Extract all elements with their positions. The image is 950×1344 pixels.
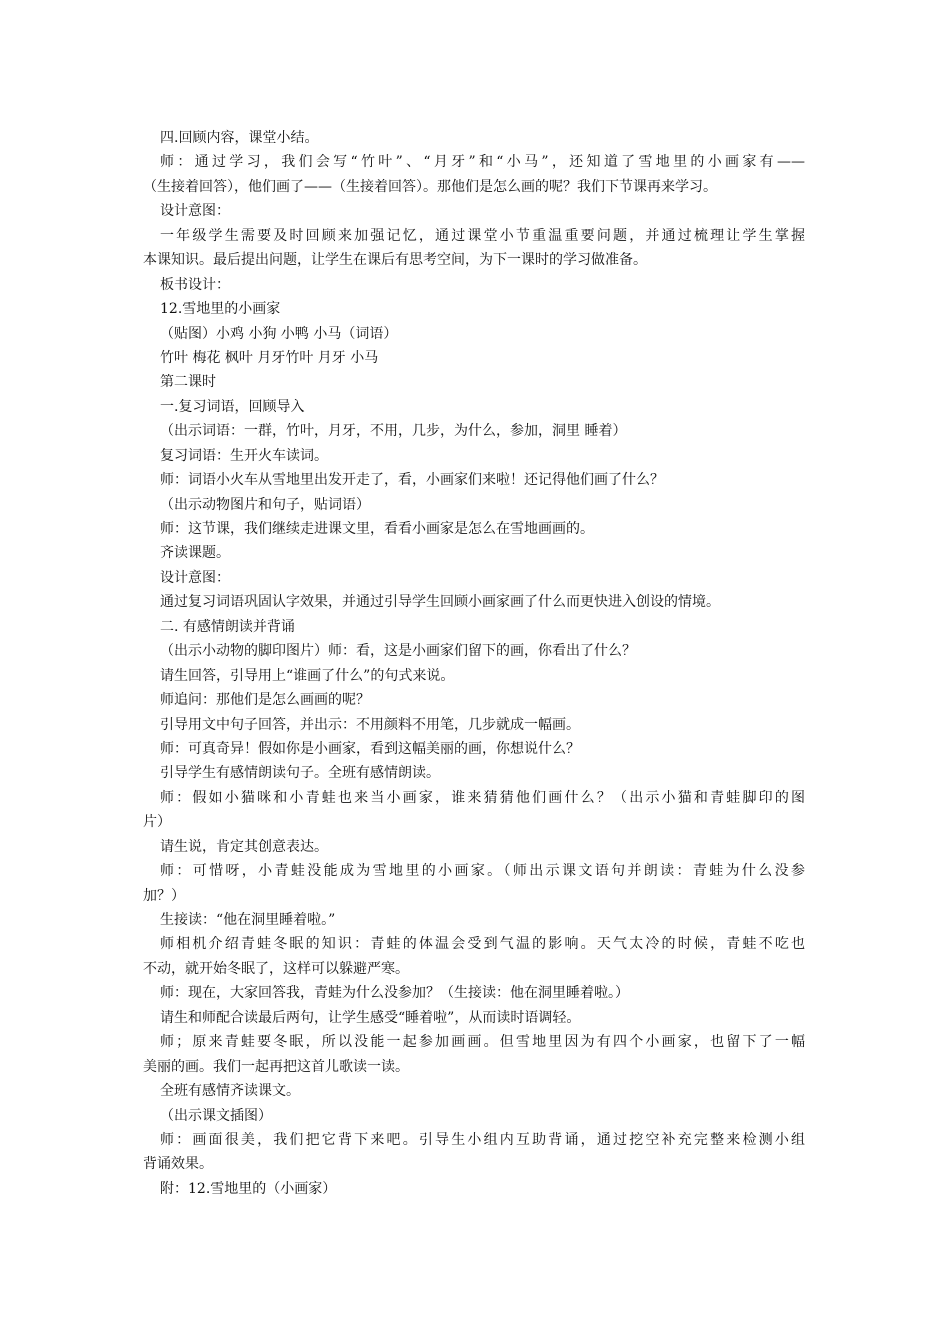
text-line: 全班有感情齐读课文。 — [160, 1083, 300, 1100]
text-line: 12.雪地里的小画家 — [160, 301, 281, 318]
text-line: 不动，就开始冬眠了，这样可以躲避严寒。 — [143, 960, 409, 977]
document-body — [143, 126, 805, 1201]
text-line: 二. 有感情朗读并背诵 — [160, 618, 295, 635]
text-line: 附：12.雪地里的（小画家） — [160, 1180, 337, 1197]
text-line: 四.回顾内容，课堂小结。 — [160, 130, 319, 146]
text-line: 复习词语：生开火车读词。 — [160, 447, 328, 464]
text-line: 师：现在，大家回答我，青蛙为什么没参加？（生接读：他在洞里睡着啦。） — [160, 985, 629, 1002]
text-line: 师：假如小猫咪和小青蛙也来当小画家，谁来猜猜他们画什么？（出示小猫和青蛙脚印的图 — [160, 789, 805, 806]
text-line: 引导用文中句子回答，并出示：不用颜料不用笔，几步就成一幅画。 — [160, 716, 580, 733]
text-line: 通过复习词语巩固认字效果，并通过引导学生回顾小画家画了什么而更快进入创设的情境。 — [160, 594, 720, 611]
text-line: （生接着回答），他们画了——（生接着回答）。那他们是怎么画的呢？我们下节课再来学习。 — [143, 178, 717, 195]
text-line: （贴图）小鸡 小狗 小鸭 小马（词语） — [160, 325, 398, 342]
text-line: 设计意图： — [160, 203, 230, 220]
text-line: 师：通过学习，我们会写“竹叶”、“月牙”和“小马”，还知道了雪地里的小画家有—— — [160, 154, 805, 171]
text-line: 背诵效果。 — [143, 1156, 213, 1173]
text-line: 本课知识。最后提出问题，让学生在课后有思考空间，为下一课时的学习做准备。 — [143, 252, 647, 269]
text-line: 生接读：“他在洞里睡着啦。” — [160, 912, 336, 928]
text-line: （出示词语：一群，竹叶，月牙，不用，几步，为什么，参加，洞里 睡着） — [160, 423, 627, 440]
text-line: 竹叶 梅花 枫叶 月牙竹叶 月牙 小马 — [160, 349, 379, 366]
text-line: 齐读课题。 — [160, 545, 230, 562]
text-line: 一.复习词语，回顾导入 — [160, 398, 305, 415]
text-line: （出示小动物的脚印图片）师：看，这是小画家们留下的画，你看出了什么？ — [160, 643, 636, 660]
text-line: 师：这节课，我们继续走进课文里，看看小画家是怎么在雪地画画的。 — [160, 521, 594, 537]
text-line: 请生说，肯定其创意表达。 — [160, 838, 328, 855]
text-line: 请生和师配合读最后两句，让学生感受“睡着啦”，从而读时语调轻。 — [160, 1009, 581, 1026]
text-line: 师；原来青蛙要冬眠，所以没能一起参加画画。但雪地里因为有四个小画家，也留下了一幅 — [160, 1034, 805, 1051]
text-line: 师：词语小火车从雪地里出发开走了，看，小画家们来啦！还记得他们画了什么？ — [160, 472, 664, 489]
text-line: 加？） — [143, 887, 185, 904]
text-line: 师追问：那他们是怎么画画的呢？ — [160, 692, 370, 709]
text-line: 第二课时 — [160, 374, 216, 391]
text-line: （出示动物图片和句子，贴词语） — [160, 496, 370, 513]
text-line: 美丽的画。我们一起再把这首儿歌读一读。 — [143, 1058, 409, 1075]
text-line: 板书设计： — [160, 276, 230, 293]
text-line: （出示课文插图） — [160, 1107, 272, 1124]
text-line: 请生回答，引导用上“谁画了什么”的句式来说。 — [160, 667, 455, 684]
text-line: 一年级学生需要及时回顾来加强记忆，通过课堂小节重温重要问题，并通过梳理让学生掌握 — [160, 227, 805, 244]
text-line: 片） — [143, 814, 171, 831]
text-line: 设计意图： — [160, 569, 230, 586]
text-line: 引导学生有感情朗读句子。全班有感情朗读。 — [160, 765, 440, 782]
text-line: 师：可真奇异！假如你是小画家，看到这幅美丽的画，你想说什么？ — [160, 740, 580, 757]
text-line: 师：画面很美，我们把它背下来吧。引导生小组内互助背诵，通过挖空补充完整来检测小组 — [160, 1131, 805, 1148]
text-line: 师：可惜呀，小青蛙没能成为雪地里的小画家。（师出示课文语句并朗读：青蛙为什么没参 — [160, 863, 805, 880]
text-line: 师相机介绍青蛙冬眠的知识：青蛙的体温会受到气温的影响。天气太冷的时候，青蛙不吃也 — [160, 936, 805, 953]
